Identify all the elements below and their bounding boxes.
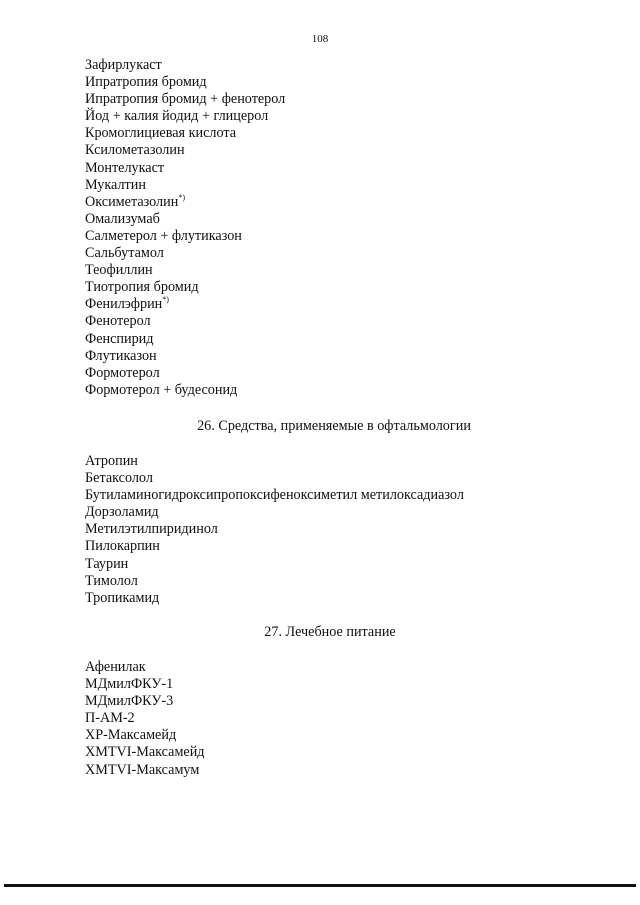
section-27-heading: 27. Лечебное питание [264,624,396,640]
list-item: ХМТVI-Максамейд [85,744,205,761]
list-item [85,348,285,365]
list-item: Таурин [85,555,129,572]
list-item [85,108,285,125]
list-item-text: Фенотерол [85,313,151,330]
footer-divider [4,884,636,887]
list-item: Дорзоламид [85,504,159,521]
list-item [85,245,285,262]
list-item [85,142,285,159]
list-item-text: Флутиказон [85,347,157,364]
page-number: 108 [311,33,329,45]
list-item-text: Ксилометазолин [85,142,185,159]
footnote-mark: *) [162,295,169,305]
section-26-list [85,453,464,607]
list-item-text: Фенилэфрин [85,296,163,313]
list-item-text: Кромоглициевая кислота [85,125,237,142]
list-item: Метилэтилпиридинол [85,521,218,538]
list-item: МДмилФКУ-1 [85,676,174,693]
section-27-list [85,659,205,779]
list-item [85,125,285,142]
list-item-text: Фенспирид [85,330,154,347]
list-item-text: Оксиметазолин [85,193,179,210]
list-item-text: Омализумаб [85,210,160,227]
list-item: ХР-Максамейд [85,727,177,744]
list-item [85,57,285,74]
list-item [85,382,285,399]
list-item [85,160,285,177]
list-item [85,74,285,91]
list-item-text: Монтелукаст [85,159,165,176]
list-item-text: Мукалтин [85,176,146,193]
list-item [85,365,285,382]
list-item: П-АМ-2 [85,710,135,727]
list-item [85,228,285,245]
list-item-text: Формотерол [85,364,160,381]
footnote-mark: *) [178,192,185,202]
list-item [85,313,285,330]
list-item: Бутиламиногидроксипропоксифеноксиметил метилоксадиазол [85,487,464,504]
section-26-heading: 26. Средства, применяемые в офтальмологии [197,418,471,434]
list-item-text: Сальбутамол [85,245,164,262]
list-item-text: Теофиллин [85,262,153,279]
list-item-text: Формотерол + будесонид [85,381,238,398]
list-item: Тропикамид [85,589,160,606]
list-item [85,279,285,296]
list-item-text: Ипратропия бромид [85,74,207,91]
list-item [85,194,285,211]
list-item: Афенилак [85,659,146,675]
list-item-text: Йод + калия йодид + глицерол [85,108,269,125]
list-item [85,296,285,313]
list-item [85,331,285,348]
list-item [85,91,285,108]
list-item: Бетаксолол [85,470,153,487]
list-item: Тимолол [85,572,138,589]
list-item-text: Салметерол + флутиказон [85,227,242,244]
list-item-text: Тиотропия бромид [85,279,199,296]
list-item: ХМТVI-Максамум [85,761,200,778]
list-item [85,211,285,228]
list-item: Пилокарпин [85,538,160,555]
list-item [85,262,285,279]
list-item-text: Зафирлукаст [85,57,162,73]
drug-list-continued [85,57,285,399]
list-item: МДмилФКУ-3 [85,693,174,710]
list-item: Атропин [85,453,138,469]
list-item-text: Ипратропия бромид + фенотерол [85,91,286,108]
list-item [85,177,285,194]
